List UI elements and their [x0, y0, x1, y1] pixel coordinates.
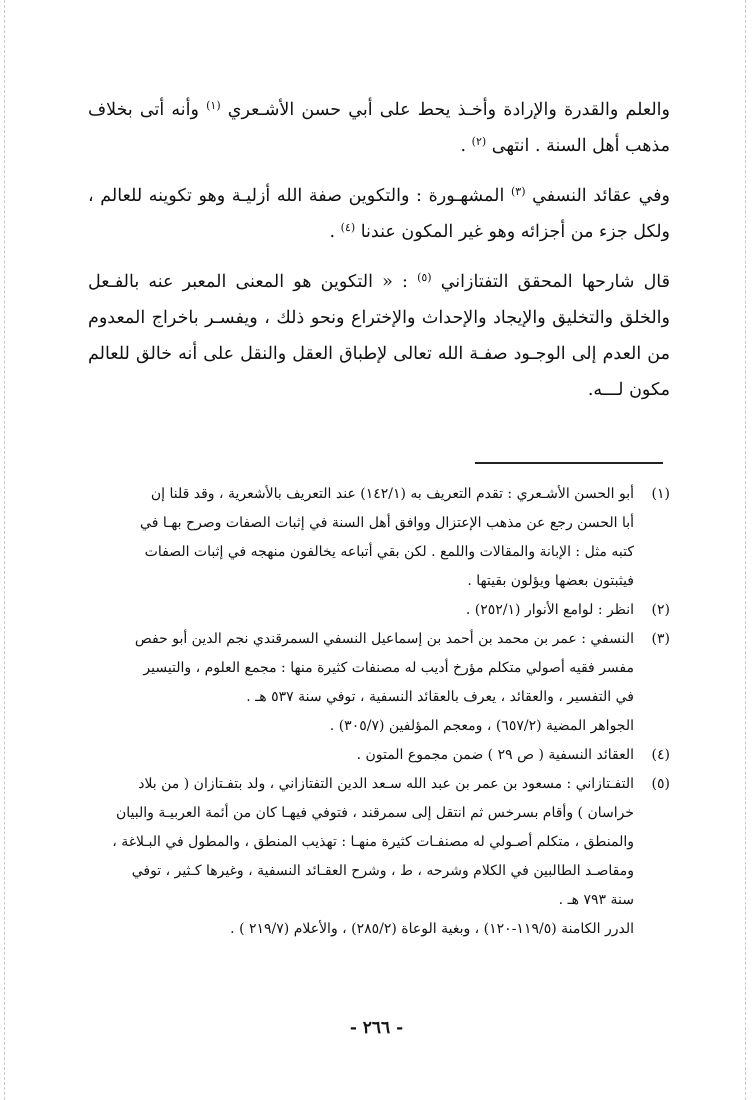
- footnote-line: الجواهر المضية (٦٥٧/٢) ، ومعجم المؤلفين (٣٠٥/٧) .: [329, 718, 634, 734]
- footnote-line: ومقاصـد الطالبين في الكلام وشرحه ، ط ، وشرح العقـائد النسفية ، وغيرها كـثير ، توفي: [131, 863, 634, 879]
- footnotes: [88, 480, 670, 944]
- footnote-number: (٤): [651, 747, 670, 763]
- footnote-line: العقائد النسفية ( ص ٢٩ ) ضمن مجموع المتون .: [356, 747, 634, 763]
- paragraph-2-text-b: المشهـورة : والتكوين صفة الله أزليـة وهو تكوينه للعالم ، ولكل جزء من أجزائه وهو غير المكون عندنا: [88, 186, 670, 242]
- footnote-4: [88, 741, 670, 770]
- paragraph-1: [88, 92, 670, 164]
- footnote-number: (١): [651, 486, 670, 502]
- footnote-body: [88, 596, 634, 625]
- footnote-line: فيثبتون بعضها ويؤلون بقيتها .: [467, 573, 634, 589]
- footnote-ref-1: (١): [206, 99, 221, 112]
- footnote-line: انظر : لوامع الأنوار (٢٥٢/١) .: [465, 602, 634, 618]
- footnote-1: [88, 480, 670, 596]
- footnote-line: أبا الحسن رجع عن مذهب الإعتزال ووافق أهل السنة في إثبات الصفات وصرح بهـا في: [140, 515, 634, 531]
- footnote-body: [88, 480, 634, 596]
- paragraph-1-text-a: والعلم والقدرة والإرادة وأخـذ يحط على أبي حسن الأشـعري: [220, 100, 670, 120]
- footnote-number: (٥): [651, 776, 670, 792]
- footnote-body: [88, 770, 634, 944]
- footnote-line: أبو الحسن الأشـعري : تقدم التعريف به (١٤٢/١) عند التعريف بالأشعرية ، وقد قلنا إن: [150, 486, 634, 502]
- paragraph-2-text-a: وفي عقائد النسفي: [525, 186, 670, 206]
- footnote-line: الدرر الكامنة (١١٩/٥-١٢٠) ، وبغية الوعاة (٢٨٥/٢) ، والأعلام (٢١٩/٧ ) .: [230, 921, 634, 937]
- footnote-ref-2: (٢): [471, 135, 487, 148]
- paragraph-1-text-c: .: [460, 136, 472, 156]
- page-number: - ٢٦٦ -: [349, 1018, 404, 1038]
- footnote-ref-5: (٥): [417, 271, 432, 284]
- paragraph-2-text-c: .: [329, 222, 341, 242]
- paragraph-3: [88, 264, 670, 408]
- footnote-line: في التفسير ، والعقائد ، يعرف بالعقائد النسفية ، توفي سنة ٥٣٧ هـ .: [246, 689, 634, 705]
- page-left-edge: [4, 0, 5, 1100]
- main-text: [88, 92, 670, 408]
- footnote-body: [88, 625, 634, 741]
- paragraph-1-text-b: وأنه أتى بخلاف مذهب أهل السنة . انتهى: [88, 100, 670, 156]
- footnote-line: النسفي : عمر بن محمد بن أحمد بن إسماعيل النسفي السمرقندي نجم الدين أبو حفص: [134, 631, 634, 647]
- paragraph-3-text-b: : « التكوين هو المعنى المعبر عنه بالفـعل والخلق والتخليق والإيجاد والإحداث والإختراع ونحو ذلك ، ويفسـر باخراج المعدوم من العدم إلى الوجـود صفـة الله تعالى لإطباق العقل والنقل على أنه خالق للعالم مكون لـــه.: [88, 272, 670, 400]
- footnote-3: [88, 625, 670, 741]
- footnote-separator: [475, 462, 663, 464]
- paragraph-3-text-a: قال شارحها المحقق التفتازاني: [431, 272, 671, 292]
- footnote-ref-4: (٤): [340, 221, 356, 234]
- footnote-2: [88, 596, 670, 625]
- footnote-line: والمنطق ، متكلم أصـولي له مصنفـات كثيرة منهـا : تهذيب المنطق ، والمطول في البـلاغة ،: [112, 834, 634, 850]
- footnote-line: سنة ٧٩٣ هـ .: [558, 892, 634, 908]
- footnote-line: كتبه مثل : الإبانة والمقالات واللمع . لكن بقي أتباعه يخالفون منهجه في إثبات الصفات: [144, 544, 634, 560]
- paragraph-2: [88, 178, 670, 250]
- footnote-line: التفـتازاني : مسعود بن عمر بن عبد الله سـعد الدين التفتازاني ، ولد بتفـتازان ( من بلاد: [138, 776, 634, 792]
- footnote-line: مفسر فقيه أصولي متكلم مؤرخ أديب له مصنفات كثيرة منها : مجمع العلوم ، والتيسير: [143, 660, 634, 676]
- footnote-line: خراسان ) وأقام بسرخس ثم انتقل إلى سمرقند ، فتوفي فيهـا كان من أئمة العربيـة والبيان: [116, 805, 634, 821]
- footnote-body: [88, 741, 634, 770]
- footnote-5: [88, 770, 670, 944]
- footnote-number: (٣): [651, 631, 670, 647]
- footnote-number: (٢): [651, 602, 670, 618]
- footnote-ref-3: (٣): [510, 185, 526, 198]
- page-right-edge: [745, 0, 746, 1100]
